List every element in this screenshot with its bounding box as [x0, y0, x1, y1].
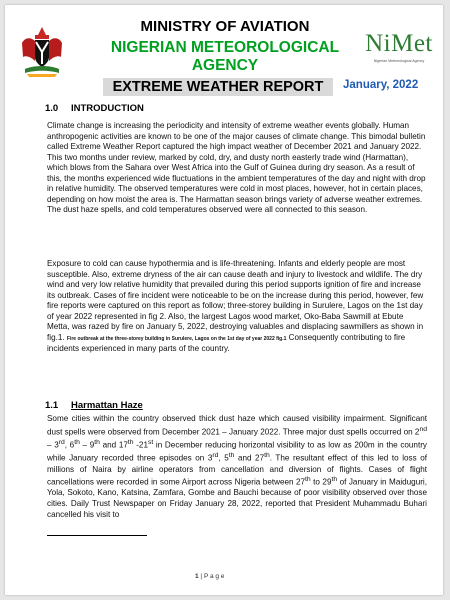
- intro-paragraph-2: [47, 259, 427, 355]
- text-run: , 5: [218, 453, 229, 463]
- ordinal-suffix: nd: [419, 425, 427, 433]
- ordinal-suffix: th: [127, 438, 134, 446]
- text-run: to 29: [310, 477, 332, 487]
- intro-paragraph-1: Climate change is increasing the periodicity and intensity of extreme weather events globally. Human anthropogenic activities are known to be one of the major causes of climate change. This bimodal bulletin called Extreme Weather Report captured the high impact weather of December 2021 and January 2022. This two months under review, marked by cold, dry, and dusty north easterly trade wind (Harmattan), which blows from the Sahara over West Africa into the Gulf of Guinea during dry season. As a result of this, the months experienced wide fluctuations in the ambient temperatures of the day and night with drop in relative humidity. The observed temperatures were cold in most places, however, hot in certain places, depending on how moist the area is. The Harmattan season brings variety of adverse weather extremes. The dust haze spells, and cold temperatures observed were all connected to this season.: [47, 121, 426, 214]
- text-run: -21: [133, 440, 148, 450]
- text-run: Some cities within the country observed thick dust haze which caused visibility impairment. Significant dust spells were observed from December 2021 – January 2022. Three major dust spells occurred on 2: [47, 414, 427, 437]
- ordinal-suffix: th: [228, 452, 235, 460]
- ordinal-suffix: th: [264, 452, 270, 460]
- footer-separator: |: [198, 573, 204, 580]
- coat-of-arms-icon: [19, 25, 65, 79]
- document-page: [5, 5, 443, 595]
- section-heading-harmattan-haze: [45, 400, 143, 411]
- ministry-title: MINISTRY OF AVIATION: [140, 18, 310, 35]
- ordinal-suffix: th: [331, 476, 338, 484]
- page-footer: [195, 573, 224, 580]
- section-title: INTRODUCTION: [71, 103, 144, 114]
- text-run: in December reducing horizontal visibility to as low as 200m in the country while January recorded three episodes on 3: [47, 440, 427, 463]
- subsection-number: 1.1: [45, 400, 59, 411]
- footnote-separator: [47, 535, 147, 536]
- subsection-title: Harmattan Haze: [71, 400, 143, 411]
- harmattan-paragraph: [47, 414, 427, 520]
- figure-caption: Fire outbreak at the three-storey building in Surulere, Lagos on the 1st day of year 2022 fig.1: [66, 335, 287, 342]
- ordinal-suffix: th: [74, 438, 80, 446]
- page-number: 1: [195, 573, 199, 580]
- page-label: P a g e: [203, 573, 225, 580]
- ordinal-suffix: th: [305, 476, 311, 484]
- text-run: of January in Maiduguri, Yola, Sokoto, Kano, Katsina, Zamfara, Gombe and Bauchi because of poor visibility observed over those cities. Daily Trust Newspaper on Friday January 28, 2022, reported that President Muhammadu Buhari cancelled his visit to: [47, 477, 427, 519]
- text-run: – 9: [79, 440, 95, 450]
- text-run: and 27: [234, 453, 265, 463]
- intro-paragraph-2-text: Exposure to cold can cause hypothermia and is life-threatening. Infants and elderly people are most susceptible. Also, extreme dryness of the air can cause death and injury to livestock and wildlife. The dry wind and very low relative humidity that prevailed during this period supports ignition of fire and increase its outbreak. Cases of fire incident were noticeable to be on the increase during this period, however, few fire reports were captured on this report as follow; three-storey building in Surulere, Lagos on the 1st day of year 2022 represented in fig 2. Also, the largest Lagos wood market, Oko-Baba Sawmill at Ebute Metta, was razed by fire on January 5, 2022, destroying valuables and displacing sawmillers as shown in fig.1.: [47, 259, 424, 342]
- nimet-logo: [361, 31, 437, 65]
- intro-paragraph-2-end: Consequently contributing to fire incidents experienced in many parts of the country.: [47, 332, 406, 353]
- ordinal-suffix: rd: [212, 452, 219, 460]
- text-run: , 6: [64, 440, 75, 450]
- text-run: – 3: [47, 440, 59, 450]
- text-run: and 17: [99, 440, 128, 450]
- nimet-logo-subtext: Nigerian Meteorological Agency: [373, 59, 425, 63]
- section-number: 1.0: [45, 103, 59, 114]
- text-run: . The resultant effect of this led to loss of millions of Naira by airline operators from cancellation and diversion of flights. Cases of flight cancellations were recorded in some Airport across Nigeria between 27: [47, 453, 427, 487]
- nimet-logo-text: NiMet: [365, 30, 433, 57]
- ordinal-suffix: th: [94, 438, 100, 446]
- agency-line-2: AGENCY: [191, 57, 259, 74]
- ordinal-suffix: rd: [58, 438, 65, 446]
- report-title: EXTREME WEATHER REPORT: [103, 78, 333, 96]
- ordinal-suffix: st: [147, 438, 154, 446]
- agency-line-1: NIGERIAN METEOROLOGICAL: [110, 39, 340, 56]
- section-heading-introduction: [45, 103, 144, 114]
- report-date: January, 2022: [343, 79, 419, 91]
- agency-title: [85, 39, 365, 75]
